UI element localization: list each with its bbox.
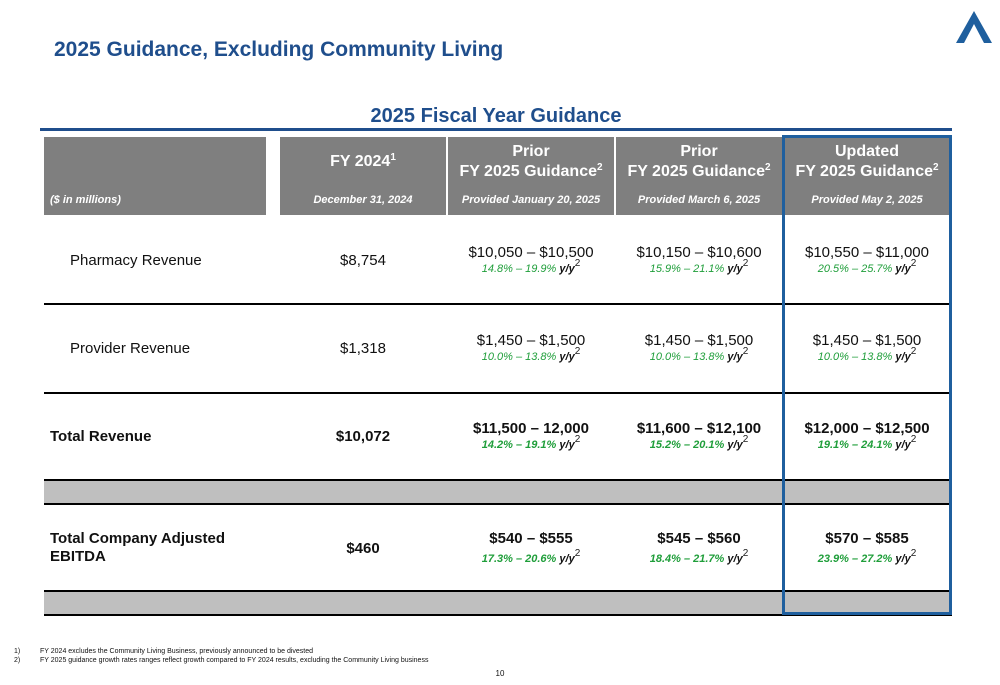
guidance-range: $10,150 – $10,600 — [636, 244, 762, 261]
header-prior-jan-line2 — [448, 162, 614, 182]
header-updated-line1: Updated — [835, 143, 899, 160]
guidance-range: $11,500 – 12,000 — [473, 420, 589, 437]
table-cell — [784, 244, 950, 276]
growth-pct: 17.3% – 20.6% — [481, 553, 557, 565]
growth-rate — [616, 434, 782, 452]
separator-band — [44, 481, 952, 503]
yy-label: y/y — [727, 351, 743, 363]
footnote-ref: 2 — [596, 162, 603, 173]
growth-pct: 14.2% – 19.1% — [481, 439, 557, 451]
footnote-ref: 2 — [574, 346, 581, 357]
growth-pct: 19.1% – 24.1% — [817, 439, 893, 451]
growth-pct: 10.0% – 13.8% — [817, 351, 893, 363]
yy-label: y/y — [895, 351, 911, 363]
header-updated-label: FY 2025 Guidance — [795, 163, 933, 180]
band-divider — [782, 592, 784, 614]
growth-pct: 10.0% – 13.8% — [649, 351, 725, 363]
section-divider — [40, 128, 952, 131]
growth-pct: 23.9% – 27.2% — [817, 553, 893, 565]
row-label-provider: Provider Revenue — [70, 340, 191, 357]
band-divider — [782, 481, 784, 503]
footnote-ref: 2 — [932, 162, 939, 173]
guidance-range: $540 – $555 — [489, 530, 573, 547]
header-prior-jan-date: Provided January 20, 2025 — [461, 194, 601, 206]
footnote-1 — [14, 647, 428, 656]
growth-rate — [448, 434, 614, 452]
growth-pct: 15.9% – 21.1% — [649, 263, 725, 275]
row-label-pharmacy: Pharmacy Revenue — [70, 252, 202, 269]
fy2024-total-revenue: $10,072 — [335, 428, 391, 445]
footnote-2 — [14, 656, 428, 665]
growth-pct: 10.0% – 13.8% — [481, 351, 557, 363]
growth-rate — [616, 258, 782, 276]
header-prior-mar-line2 — [616, 162, 782, 182]
header-fy2024-date: December 31, 2024 — [313, 194, 413, 206]
guidance-range: $10,550 – $11,000 — [804, 244, 929, 261]
footnote-ref: 2 — [574, 548, 581, 559]
row-divider — [44, 392, 952, 394]
header-prior-mar-label: FY 2025 Guidance — [627, 163, 765, 180]
row-divider — [44, 303, 952, 305]
growth-rate — [448, 548, 614, 566]
fy2024-provider: $1,318 — [340, 340, 386, 357]
header-fy2024-title — [280, 152, 446, 172]
yy-label: y/y — [727, 439, 743, 451]
footnote-ref: 2 — [742, 258, 749, 269]
page-title: 2025 Guidance, Excluding Community Living — [54, 38, 504, 61]
header-prior-mar-line1: Prior — [680, 143, 718, 160]
header-prior-jan-label: FY 2025 Guidance — [459, 163, 597, 180]
table-cell — [616, 244, 782, 276]
section-title: 2025 Fiscal Year Guidance — [370, 105, 622, 127]
header-cell-units — [44, 137, 266, 215]
guidance-range: $545 – $560 — [657, 530, 741, 547]
footnote-ref: 2 — [764, 162, 771, 173]
table-cell — [616, 332, 782, 364]
yy-label: y/y — [727, 553, 743, 565]
table-cell — [448, 530, 614, 566]
yy-label: y/y — [727, 263, 743, 275]
guidance-range: $12,000 – $12,500 — [804, 420, 930, 437]
growth-rate — [784, 346, 950, 364]
fy2024-pharmacy: $8,754 — [340, 252, 386, 269]
table-cell — [448, 332, 614, 364]
row-label-ebitda-line2: EBITDA — [50, 548, 106, 565]
table-cell — [448, 420, 614, 452]
footnote-ref: 2 — [910, 434, 917, 445]
table-cell — [616, 530, 782, 566]
header-cell-updated — [784, 137, 950, 215]
yy-label: y/y — [559, 439, 575, 451]
footnote-number: 1) — [14, 648, 21, 655]
footnote-text: FY 2025 guidance growth rates ranges reflect growth compared to FY 2024 results, excluding the Community Living business — [40, 657, 429, 664]
growth-rate — [784, 258, 950, 276]
footnote-ref: 2 — [910, 548, 917, 559]
triangle-a-logo-icon — [956, 10, 992, 44]
row-divider — [44, 503, 952, 505]
guidance-range: $1,450 – $1,500 — [812, 332, 922, 349]
fy2024-ebitda: $460 — [346, 540, 380, 557]
yy-label: y/y — [559, 263, 575, 275]
guidance-range: $10,050 – $10,500 — [468, 244, 594, 261]
footnote-number: 2) — [14, 657, 21, 664]
growth-rate — [448, 258, 614, 276]
growth-rate — [784, 548, 950, 566]
guidance-range: $11,600 – $12,100 — [636, 420, 762, 437]
yy-label: y/y — [895, 439, 911, 451]
footnote-ref: 2 — [742, 548, 749, 559]
header-fy2024-label: FY 2024 — [330, 153, 391, 170]
table-cell — [784, 332, 950, 364]
yy-label: y/y — [895, 263, 911, 275]
header-prior-mar-date: Provided March 6, 2025 — [637, 194, 761, 206]
growth-pct: 20.5% – 25.7% — [817, 263, 893, 275]
growth-rate — [448, 346, 614, 364]
growth-pct: 15.2% – 20.1% — [649, 439, 725, 451]
footnote-text: FY 2024 excludes the Community Living Business, previously announced to be divested — [40, 648, 314, 655]
table-cell — [784, 530, 950, 566]
row-divider — [44, 614, 952, 616]
growth-rate — [616, 346, 782, 364]
footnote-ref: 2 — [574, 258, 581, 269]
growth-pct: 14.8% – 19.9% — [481, 263, 557, 275]
row-label-ebitda-line1: Total Company Adjusted — [50, 530, 226, 547]
header-cell-prior-jan — [448, 137, 614, 215]
growth-rate — [784, 434, 950, 452]
footnote-ref: 2 — [742, 434, 749, 445]
yy-label: y/y — [559, 553, 575, 565]
guidance-range: $1,450 – $1,500 — [644, 332, 754, 349]
yy-label: y/y — [895, 553, 911, 565]
guidance-range: $1,450 – $1,500 — [476, 332, 586, 349]
header-updated-date: Provided May 2, 2025 — [811, 194, 923, 206]
growth-pct: 18.4% – 21.7% — [649, 553, 725, 565]
growth-rate — [616, 548, 782, 566]
row-label-total-revenue: Total Revenue — [50, 428, 152, 445]
table-cell — [616, 420, 782, 452]
header-cell-fy2024 — [280, 137, 446, 215]
separator-band — [44, 592, 952, 614]
header-updated-line2 — [784, 162, 950, 182]
page-number: 10 — [495, 669, 505, 678]
footnote-ref: 2 — [910, 258, 917, 269]
footnote-ref: 2 — [574, 434, 581, 445]
guidance-range: $570 – $585 — [825, 530, 909, 547]
table-cell — [784, 420, 950, 452]
table-cell — [448, 244, 614, 276]
yy-label: y/y — [559, 351, 575, 363]
header-prior-jan-line1: Prior — [512, 143, 550, 160]
footnote-ref: 2 — [910, 346, 917, 357]
footnotes — [14, 647, 428, 665]
units-label: ($ in millions) — [50, 194, 121, 206]
footnote-ref: 2 — [742, 346, 749, 357]
footnote-ref: 1 — [390, 152, 396, 163]
header-cell-prior-mar — [616, 137, 782, 215]
row-label-ebitda — [50, 530, 225, 566]
